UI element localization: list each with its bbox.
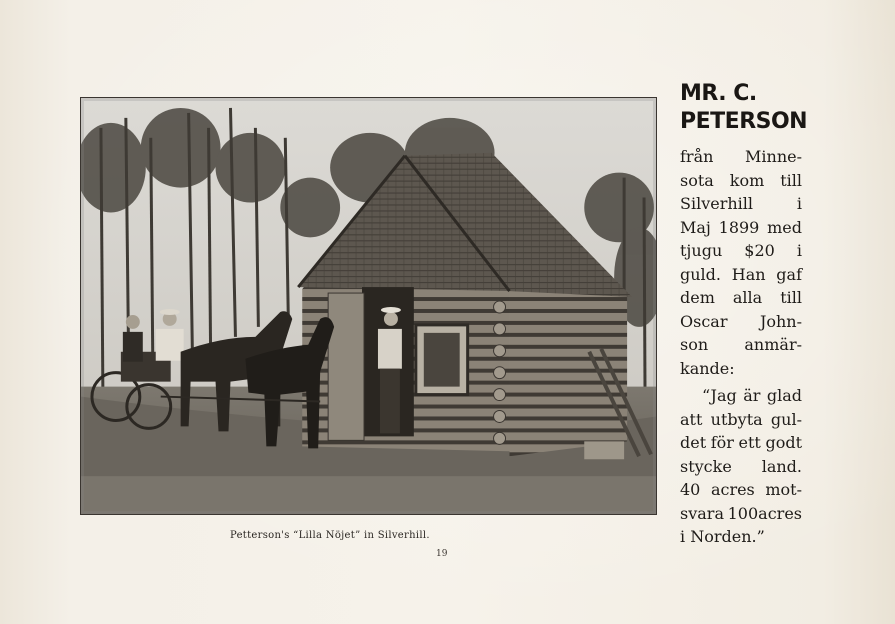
- photo-caption: Petterson's “Lilla Nöjet” in Silverhill.: [230, 530, 430, 541]
- quote-line: “Jag är glad: [702, 386, 802, 405]
- text-line: tjugu $20 i: [680, 241, 802, 260]
- quote-line: stycke land.: [680, 456, 802, 476]
- article-heading: [680, 80, 810, 136]
- heading-line-2: PETERSON: [680, 109, 808, 134]
- quote-line: i Norden.”: [680, 527, 765, 546]
- article-body: [680, 145, 802, 549]
- text-line: dem alla till: [680, 288, 802, 307]
- text-line: Oscar John-: [680, 311, 802, 331]
- page-number: 19: [436, 549, 448, 559]
- text-line: sota kom till: [680, 170, 802, 190]
- text-line: kande:: [680, 358, 735, 378]
- text-line: son anmär-: [680, 335, 802, 354]
- quote-line: det för ett godt: [680, 433, 802, 452]
- quote-block: [680, 384, 802, 549]
- quote-line: svara 100acres: [680, 503, 802, 523]
- text-line: guld. Han gaf: [680, 264, 802, 284]
- quote-line: 40 acres mot-: [680, 480, 802, 499]
- log-cabin-photo: [80, 97, 657, 515]
- photo-illustration: [81, 98, 656, 514]
- heading-line-1: MR. C.: [680, 81, 757, 106]
- text-line: från Minne-: [680, 147, 802, 166]
- text-line: Maj 1899 med: [680, 217, 802, 237]
- quote-line: att utbyta gul-: [680, 409, 802, 429]
- text-line: Silverhill i: [680, 194, 802, 213]
